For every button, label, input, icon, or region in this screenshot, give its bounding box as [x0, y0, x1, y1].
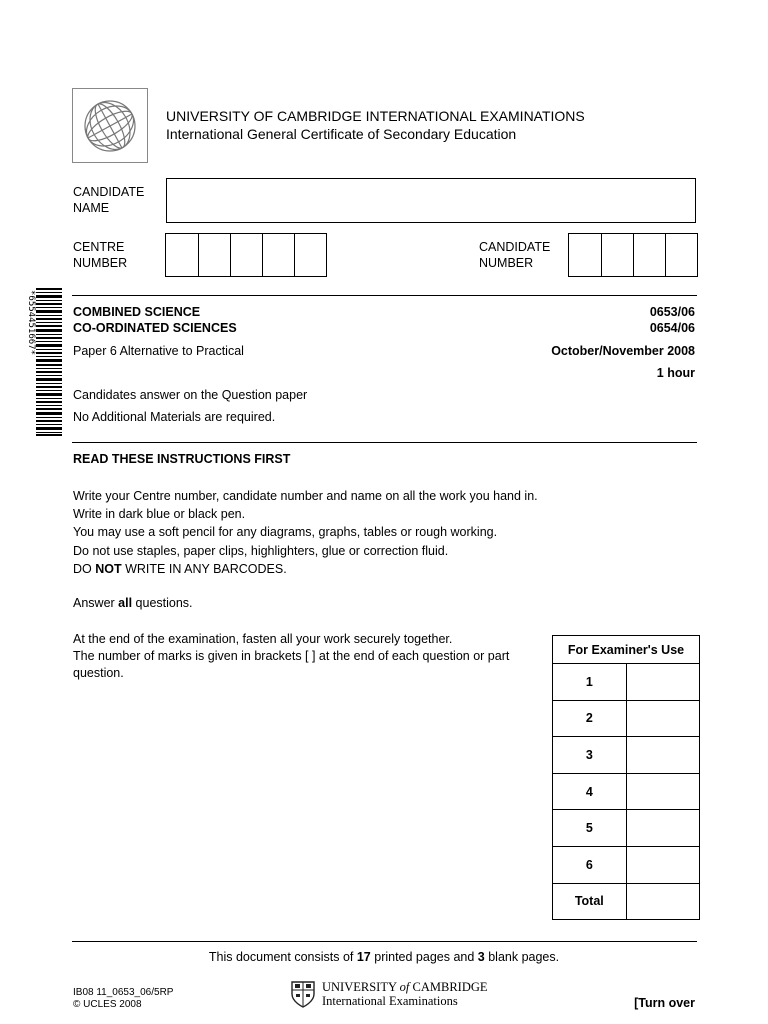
blank-page-count: 3 [477, 950, 485, 964]
barcode-icon [36, 288, 62, 436]
materials-line-1: Candidates answer on the Question paper [73, 388, 308, 402]
turn-over-label: [Turn over [634, 996, 695, 1010]
marks-cell[interactable] [626, 773, 699, 810]
table-row [553, 883, 700, 920]
instructions-block [73, 487, 538, 578]
candidate-number-cell[interactable] [633, 234, 665, 276]
question-number: 2 [553, 700, 627, 737]
candidate-number-field[interactable] [568, 233, 698, 277]
examiner-use-table [552, 635, 700, 920]
table-row [553, 700, 700, 737]
candidate-name-field[interactable] [166, 178, 696, 223]
instruction-line: You may use a soft pencil for any diagrams, graphs, tables or rough working. [73, 525, 498, 540]
candidate-name-label-line1: CANDIDATE [73, 185, 145, 199]
materials-line-2: No Additional Materials are required. [73, 410, 276, 424]
instruction-line: question. [73, 666, 124, 680]
centre-number-label-line1: CENTRE [73, 240, 125, 254]
question-number: 5 [553, 810, 627, 847]
instruction-text: Answer [73, 596, 119, 610]
table-row [553, 773, 700, 810]
candidate-name-label [73, 184, 144, 216]
end-instructions [73, 631, 509, 682]
paper-name: Paper 6 Alternative to Practical [73, 344, 244, 358]
candidate-number-label [479, 239, 550, 271]
instruction-text: questions. [132, 596, 193, 610]
centre-number-label [73, 239, 127, 271]
marks-cell[interactable] [626, 846, 699, 883]
syllabus-code-1: 0653/06 [649, 305, 695, 319]
table-row [553, 664, 700, 701]
instruction-line: At the end of the examination, fasten all your work securely together. [73, 632, 453, 646]
instruction-line: Write your Centre number, candidate number and name on all the work you hand in. [73, 489, 538, 503]
marks-cell[interactable] [626, 810, 699, 847]
instruction-emphasis: NOT [95, 561, 122, 576]
qualification-title: International General Certificate of Secondary Education [166, 126, 517, 142]
table-row [553, 810, 700, 847]
wordmark-text: of [399, 980, 410, 994]
candidate-name-label-line2: NAME [73, 201, 110, 215]
exam-duration: 1 hour [656, 366, 695, 380]
total-marks-cell[interactable] [626, 883, 699, 920]
instruction-text: DO [73, 561, 96, 576]
footer-text: This document consists of [208, 950, 357, 964]
subject-combined-science: COMBINED SCIENCE [73, 305, 201, 319]
table-row [553, 846, 700, 883]
centre-number-label-line2: NUMBER [73, 256, 128, 270]
marks-cell[interactable] [626, 664, 699, 701]
marks-cell[interactable] [626, 737, 699, 774]
table-row [553, 737, 700, 774]
page-count-statement [0, 950, 768, 964]
subject-coordinated-sciences: CO-ORDINATED SCIENCES [73, 321, 237, 335]
cambridge-wordmark-line-1 [322, 980, 488, 994]
candidate-number-cell[interactable] [569, 234, 601, 276]
question-number: 4 [553, 773, 627, 810]
instruction-line: The number of marks is given in brackets [ ] at the end of each question or part [73, 649, 510, 663]
divider [72, 941, 697, 942]
centre-number-cell[interactable] [166, 234, 198, 276]
divider [72, 442, 697, 443]
question-number: 3 [553, 737, 627, 774]
question-number: 6 [553, 846, 627, 883]
syllabus-code-2: 0654/06 [649, 321, 695, 335]
instruction-emphasis: all [118, 596, 133, 610]
instructions-heading: READ THESE INSTRUCTIONS FIRST [73, 452, 291, 466]
footer-text: printed pages and [370, 950, 478, 964]
candidate-number-label-line1: CANDIDATE [479, 240, 551, 254]
divider [72, 295, 697, 296]
instruction-text: WRITE IN ANY BARCODES. [121, 561, 287, 576]
university-title: UNIVERSITY OF CAMBRIDGE INTERNATIONAL EXAMINATIONS [166, 108, 585, 124]
candidate-number-label-line2: NUMBER [479, 256, 534, 270]
globe-icon [81, 97, 139, 155]
ucles-globe-logo [72, 88, 148, 163]
candidate-number-cell[interactable] [665, 234, 697, 276]
wordmark-text: CAMBRIDGE [412, 980, 488, 994]
marks-cell[interactable] [626, 700, 699, 737]
exam-session: October/November 2008 [551, 344, 695, 358]
total-label: Total [553, 883, 627, 920]
instruction-line: Write in dark blue or black pen. [73, 507, 246, 522]
candidate-number-cell[interactable] [601, 234, 633, 276]
wordmark-text: UNIVERSITY [322, 980, 397, 994]
cambridge-crest-icon [290, 980, 316, 1008]
cambridge-wordmark-line-2: International Examinations [322, 994, 458, 1008]
copyright: © UCLES 2008 [73, 999, 142, 1010]
examiner-table-heading: For Examiner's Use [553, 636, 700, 664]
instruction-line: Do not use staples, paper clips, highlighters, glue or correction fluid. [73, 543, 449, 558]
footer-text: blank pages. [484, 950, 560, 964]
barcode-digits: *6554451667* [26, 290, 36, 356]
centre-number-field[interactable] [165, 233, 327, 277]
printed-page-count: 17 [356, 950, 371, 964]
centre-number-cell[interactable] [230, 234, 262, 276]
centre-number-cell[interactable] [198, 234, 230, 276]
centre-number-cell[interactable] [294, 234, 326, 276]
answer-all-instruction [73, 596, 193, 610]
instruction-line [73, 560, 538, 578]
question-number: 1 [553, 664, 627, 701]
centre-number-cell[interactable] [262, 234, 294, 276]
document-reference: IB08 11_0653_06/5RP [73, 987, 174, 998]
